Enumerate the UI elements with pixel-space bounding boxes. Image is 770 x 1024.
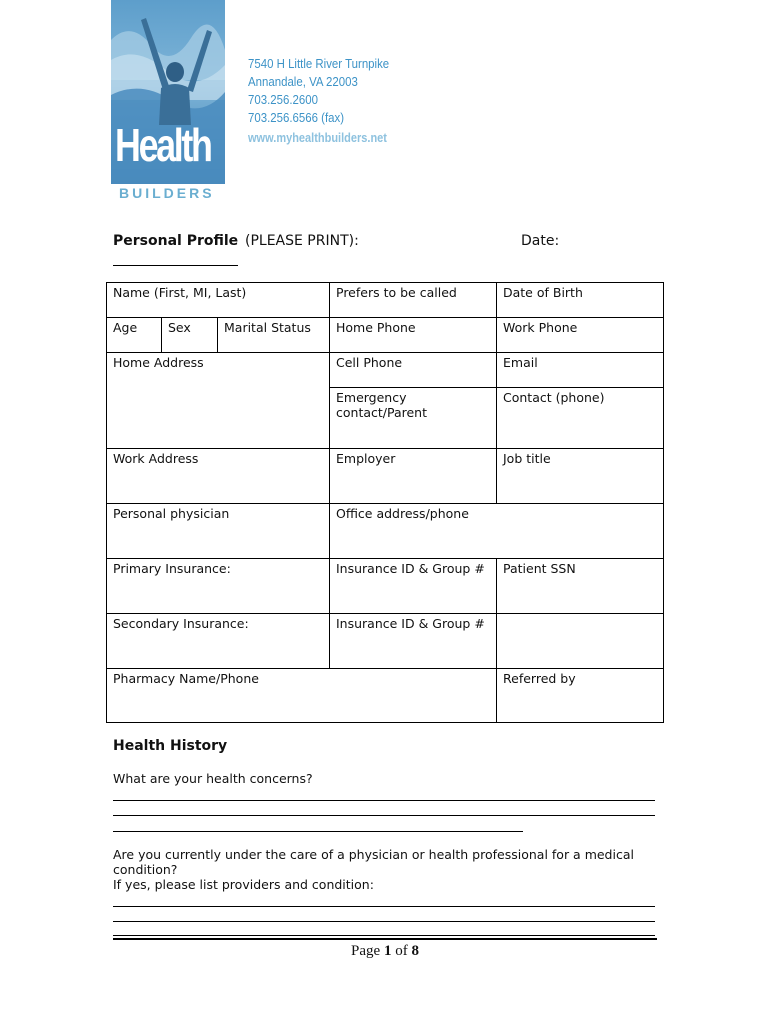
cell-label: Sex	[168, 320, 191, 335]
answer-line[interactable]	[113, 935, 655, 936]
page-current: 1	[383, 943, 392, 959]
cell-age[interactable]	[106, 317, 162, 353]
date-blank-line[interactable]	[113, 265, 238, 266]
cell-cell-phone[interactable]	[329, 352, 497, 388]
answer-line[interactable]	[113, 906, 655, 907]
footer-rule	[113, 938, 657, 940]
cell-job-title[interactable]	[496, 448, 664, 504]
cell-label: Pharmacy Name/Phone	[113, 671, 259, 686]
cell-marital-status[interactable]	[217, 317, 330, 353]
page-total: 8	[411, 943, 419, 959]
health-history-title: Health History	[113, 738, 228, 754]
address-fax: 703.256.6566 (fax)	[248, 110, 345, 125]
page-number	[0, 943, 770, 960]
question-health-concerns: What are your health concerns?	[113, 771, 313, 786]
question-physician-care: Are you currently under the care of a physician or health professional for a medical condition?	[113, 847, 634, 877]
cell-work-phone[interactable]	[496, 317, 664, 353]
cell-label: Office address/phone	[336, 506, 469, 521]
cell-emergency-contact[interactable]	[329, 387, 497, 449]
address-phone: 703.256.2600	[248, 92, 318, 107]
please-print-note: (PLEASE PRINT):	[245, 233, 359, 249]
cell-label: Home Address	[113, 355, 204, 370]
cell-label: Employer	[336, 451, 396, 466]
cell-pharmacy[interactable]	[106, 668, 497, 723]
cell-contact-phone[interactable]	[496, 387, 664, 449]
address-street: 7540 H Little River Turnpike	[248, 56, 390, 71]
cell-email[interactable]	[496, 352, 664, 388]
cell-label: Emergency contact/Parent	[336, 390, 428, 420]
website-link[interactable]: www.myhealthbuilders.net	[248, 131, 387, 145]
question-list-providers: If yes, please list providers and condition:	[113, 877, 374, 892]
cell-insurance-id-secondary[interactable]	[329, 613, 497, 669]
cell-label: Marital Status	[224, 320, 311, 335]
cell-personal-physician[interactable]	[106, 503, 330, 559]
answer-line[interactable]	[113, 815, 655, 816]
cell-label: Home Phone	[336, 320, 416, 335]
answer-line[interactable]	[113, 831, 523, 832]
cell-prefers[interactable]	[329, 282, 497, 318]
logo-builders-word: BUILDERS	[119, 185, 215, 201]
cell-office-address[interactable]	[329, 503, 664, 559]
logo-health-word: Health	[115, 119, 211, 171]
cell-label: Secondary Insurance:	[113, 616, 249, 631]
cell-label: Age	[113, 320, 138, 335]
cell-label: Insurance ID & Group #	[336, 561, 485, 576]
cell-label: Name (First, MI, Last)	[113, 285, 247, 300]
cell-label: Insurance ID & Group #	[336, 616, 485, 631]
cell-dob[interactable]	[496, 282, 664, 318]
cell-name[interactable]	[106, 282, 330, 318]
cell-secondary-insurance[interactable]	[106, 613, 330, 669]
cell-insurance-id-primary[interactable]	[329, 558, 497, 614]
page-of: of	[395, 943, 408, 959]
cell-label: Patient SSN	[503, 561, 576, 576]
cell-patient-ssn[interactable]	[496, 558, 664, 614]
cell-label: Work Address	[113, 451, 199, 466]
address-city: Annandale, VA 22003	[248, 74, 358, 89]
cell-label: Primary Insurance:	[113, 561, 231, 576]
cell-label: Email	[503, 355, 538, 370]
cell-primary-insurance[interactable]	[106, 558, 330, 614]
cell-work-address[interactable]	[106, 448, 330, 504]
cell-home-phone[interactable]	[329, 317, 497, 353]
cell-sex[interactable]	[161, 317, 218, 353]
cell-label: Cell Phone	[336, 355, 403, 370]
date-label: Date:	[521, 233, 560, 249]
answer-line[interactable]	[113, 800, 655, 801]
page-label: Page	[351, 943, 381, 959]
cell-label: Work Phone	[503, 320, 578, 335]
cell-label: Personal physician	[113, 506, 230, 521]
cell-label: Date of Birth	[503, 285, 583, 300]
personal-profile-title: Personal Profile	[113, 233, 239, 249]
answer-line[interactable]	[113, 921, 655, 922]
personal-profile-table	[106, 282, 664, 723]
cell-home-address[interactable]	[106, 352, 330, 449]
cell-label: Referred by	[503, 671, 576, 686]
cell-referred-by[interactable]	[496, 668, 664, 723]
cell-label: Job title	[503, 451, 551, 466]
cell-employer[interactable]	[329, 448, 497, 504]
cell-blank[interactable]	[496, 613, 664, 669]
cell-label: Contact (phone)	[503, 390, 605, 405]
cell-label: Prefers to be called	[336, 285, 457, 300]
